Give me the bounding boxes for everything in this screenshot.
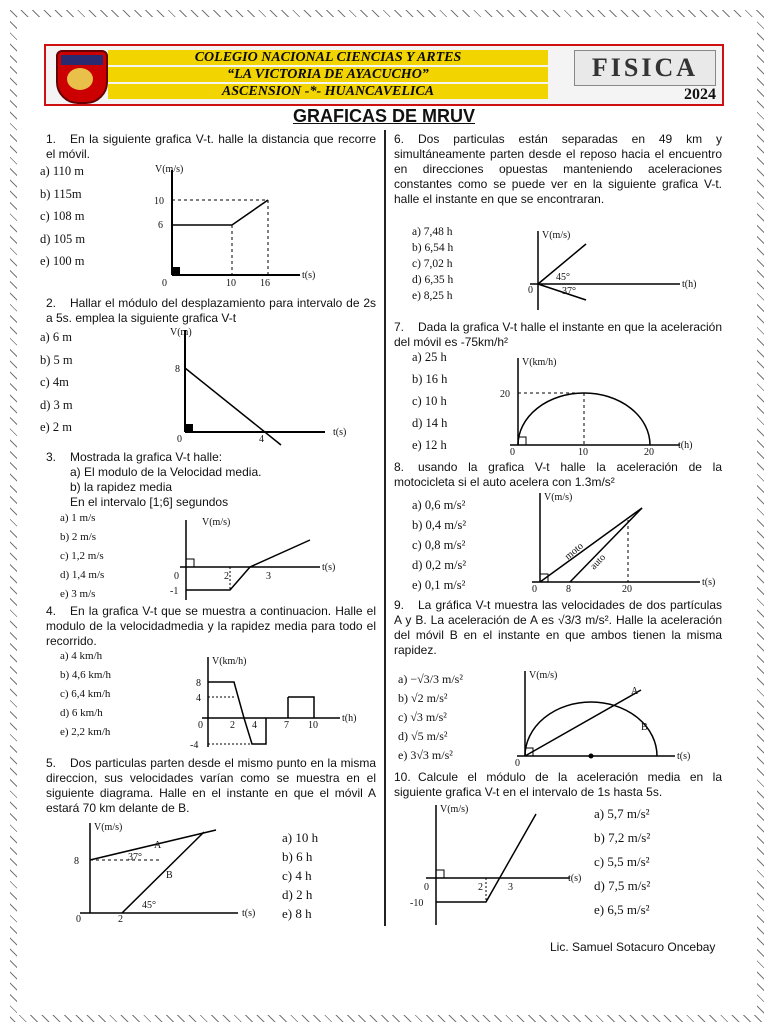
option[interactable]: c) 6,4 km/h <box>60 688 111 700</box>
tick-label: 20 <box>622 584 632 595</box>
q2-graph <box>155 325 355 445</box>
tick-label: 10 <box>578 447 588 458</box>
school-location: ASCENSION -*- HUANCAVELICA <box>108 84 548 99</box>
origin-label: 0 <box>162 278 167 289</box>
option[interactable]: d) √5 m/s² <box>398 729 448 743</box>
tick-label: 7 <box>284 720 289 731</box>
q9-graph <box>505 668 725 768</box>
axis-label-v: V(m/s) <box>94 822 123 833</box>
axis-label-v: V(m/s) <box>529 670 558 681</box>
option[interactable]: c) 0,8 m/s² <box>412 538 466 552</box>
question-number: 3. <box>46 450 57 464</box>
school-header <box>44 44 724 106</box>
question-number: 2. <box>46 296 57 310</box>
option[interactable]: d) 14 h <box>412 416 448 430</box>
q5-graph <box>70 818 270 926</box>
option[interactable]: b) 7,2 m/s² <box>594 830 651 845</box>
axis-label-t: t(h) <box>678 440 693 451</box>
q6-options <box>412 226 453 306</box>
question-number: 4. <box>46 604 57 618</box>
series-label-a: A <box>631 686 639 697</box>
option[interactable]: a) 10 h <box>282 830 319 845</box>
tick-label: 10 <box>154 196 164 207</box>
series-label-a: A <box>154 840 162 851</box>
series-label-b: B <box>166 870 173 881</box>
option[interactable]: e) 100 m <box>40 254 85 268</box>
option[interactable]: a) 1 m/s <box>60 512 96 524</box>
axis-label-t: t(s) <box>302 270 316 281</box>
fisica-logo: FISICA <box>574 50 716 86</box>
q3-options <box>60 512 104 607</box>
axis-label-t: t(s) <box>702 577 716 588</box>
q7-options <box>412 350 447 460</box>
q8-options <box>412 498 466 598</box>
option[interactable]: b) 115m <box>40 186 82 201</box>
series-label-auto: auto <box>588 552 609 573</box>
option[interactable]: e) 0,1 m/s² <box>412 578 466 592</box>
option[interactable]: a) 25 h <box>412 350 447 364</box>
option[interactable]: b) 2 m/s <box>60 531 97 543</box>
tick-label: 4 <box>259 434 264 445</box>
question-8 <box>394 460 722 490</box>
option[interactable]: c) 10 h <box>412 394 447 408</box>
tick-label: 6 <box>158 220 163 231</box>
q3-graph <box>170 515 360 605</box>
option[interactable]: d) 6,35 h <box>412 274 454 286</box>
axis-label-t: t(s) <box>677 751 691 762</box>
option[interactable]: d) 0,2 m/s² <box>412 558 467 572</box>
question-text: En la grafica V-t que se muestra a continuacion. Halle el modulo de la velocidadmedia y la rapidez media para todo el recorrido. <box>46 604 376 648</box>
question-text: En la siguiente grafica V-t. halle la distancia que recorre el móvil. <box>46 132 376 161</box>
question-text: Mostrada la grafica V-t halle: <box>70 450 223 464</box>
option[interactable]: a) 5,7 m/s² <box>594 806 650 821</box>
page-title: GRAFICAS DE MRUV <box>292 106 475 126</box>
tick-label: -1 <box>170 586 179 597</box>
option[interactable]: b) 5 m <box>40 352 73 367</box>
q9-options <box>398 672 463 767</box>
q10-graph <box>410 800 590 928</box>
angle-label: 37° <box>128 852 142 863</box>
axis-label-v: V(m/s) <box>202 517 231 528</box>
question-number: 8. <box>394 460 405 474</box>
option[interactable]: e) 3√3 m/s² <box>398 748 453 762</box>
tick-label: 3 <box>266 571 271 582</box>
tick-label: 20 <box>500 389 510 400</box>
question-10 <box>394 770 722 800</box>
q4-graph <box>190 652 370 750</box>
question-number: 9. <box>394 598 405 612</box>
origin-label: 0 <box>424 882 429 893</box>
question-text: usando la grafica V-t halle la aceleración de la motocicleta si el auto acelera con 1.3m/s² <box>394 460 722 489</box>
question-text: La gráfica V-t muestra las velocidades de dos partículas A y B. La aceleración de A es √3/3 m/s². Halle la aceleración del móvil B en el instante en que ambos tienen la misma rapidez. <box>394 598 722 657</box>
option[interactable]: e) 2,2 km/h <box>60 726 111 738</box>
q6-graph <box>510 228 710 310</box>
axis-label-v: V(m/s) <box>155 164 184 175</box>
option[interactable]: c) 4m <box>40 375 69 389</box>
tick-label: 8 <box>74 856 79 867</box>
tick-label: 4 <box>252 720 257 731</box>
question-text: Hallar el módulo del desplazamiento para intervalo de 2s a 5s. emplea la siguiente grafica V-t <box>46 296 376 325</box>
tick-label: -4 <box>190 740 199 751</box>
origin-label: 0 <box>76 914 81 925</box>
q1-options <box>40 164 85 277</box>
angle-label: 45° <box>142 900 156 911</box>
origin-label: 0 <box>177 434 182 445</box>
origin-label: 0 <box>532 584 537 595</box>
tick-label: -10 <box>410 898 424 909</box>
tick-label: 8 <box>196 678 201 689</box>
question-9 <box>394 598 722 658</box>
origin-label: 0 <box>510 447 515 458</box>
question-6 <box>394 132 722 207</box>
school-name: COLEGIO NACIONAL CIENCIAS Y ARTES <box>108 50 548 65</box>
question-4 <box>46 604 376 649</box>
q1-graph <box>140 160 320 290</box>
tick-label: 2 <box>230 720 235 731</box>
question-number: 5. <box>46 756 57 770</box>
option[interactable]: c) 4 h <box>282 868 312 883</box>
option[interactable]: d) 6 km/h <box>60 707 103 719</box>
option[interactable]: b) 6 h <box>282 849 313 864</box>
tick-label: 2 <box>224 571 229 582</box>
option[interactable]: e) 6,5 m/s² <box>594 902 650 917</box>
school-subtitle: “LA VICTORIA DE AYACUCHO” <box>108 67 548 82</box>
option[interactable]: e) 8 h <box>282 906 312 921</box>
axis-label-v: V(m/s) <box>542 230 571 241</box>
origin-label: 0 <box>198 720 203 731</box>
option[interactable]: b) 6,54 h <box>412 242 454 254</box>
option[interactable]: b) √2 m/s² <box>398 691 448 705</box>
tick-label: 4 <box>196 693 201 704</box>
axis-label-v: V(m/s) <box>440 804 469 815</box>
axis-label-v: V(km/h) <box>522 357 557 368</box>
axis-label-v: V(m/s) <box>544 492 573 503</box>
option[interactable]: a) 6 m <box>40 330 72 344</box>
option[interactable]: c) 108 m <box>40 209 85 223</box>
option[interactable]: d) 7,5 m/s² <box>594 878 651 893</box>
question-7 <box>394 320 722 350</box>
option[interactable]: c) 7,02 h <box>412 258 453 270</box>
tick-label: 8 <box>566 584 571 595</box>
option[interactable]: e) 3 m/s <box>60 588 96 600</box>
option[interactable]: c) √3 m/s² <box>398 710 447 724</box>
axis-label-v: V(km/h) <box>212 656 247 667</box>
subquestion-a: a) El modulo de la Velocidad media. <box>70 465 262 479</box>
question-text: Dos particulas parten desde el mismo punto en la misma direccion, sus velocidades varían como se muestra en el siguiente diagrama. Halle en el instante en que el móvil A estará 70 km delante de B. <box>46 756 376 815</box>
origin-label: 0 <box>528 285 533 296</box>
option[interactable]: b) 4,6 km/h <box>60 669 112 681</box>
question-text: Dada la grafica V-t halle el instante en que la aceleración del móvil es -75km/h² <box>394 320 722 349</box>
option[interactable]: e) 8,25 h <box>412 290 453 302</box>
axis-label-t: t(h) <box>342 713 357 724</box>
option[interactable]: a) 0,6 m/s² <box>412 498 466 512</box>
q2-options <box>40 330 73 443</box>
q5-options <box>282 830 318 925</box>
option[interactable]: e) 2 m <box>40 420 72 434</box>
q8-graph <box>510 490 730 595</box>
tick-label: 2 <box>118 914 123 925</box>
author-signature: Lic. Samuel Sotacuro Oncebay <box>550 940 716 954</box>
question-text: Calcule el módulo de la aceleración media en la siguiente grafica V-t en el intervalo de 1s hasta 5s. <box>394 770 722 799</box>
option[interactable]: d) 3 m <box>40 397 73 412</box>
option[interactable]: a) 110 m <box>40 164 84 178</box>
option[interactable]: b) 16 h <box>412 372 448 386</box>
q4-options <box>60 650 111 745</box>
year: 2024 <box>684 86 716 103</box>
tick-label: 20 <box>644 447 654 458</box>
question-number: 1. <box>46 132 57 146</box>
q7-graph <box>490 355 720 458</box>
column-divider <box>384 130 386 926</box>
question-1 <box>46 132 376 162</box>
axis-label-t: t(s) <box>242 908 256 919</box>
option[interactable]: d) 2 h <box>282 887 313 902</box>
question-5 <box>46 756 376 816</box>
question-number: 6. <box>394 132 405 146</box>
question-number: 10. <box>394 770 411 784</box>
tick-label: 8 <box>175 364 180 375</box>
axis-label-v: V(m) <box>170 327 192 338</box>
tick-label: 2 <box>478 882 483 893</box>
axis-label-t: t(s) <box>568 873 582 884</box>
series-label-moto: moto <box>562 540 586 563</box>
question-text: Dos particulas están separadas en 49 km y simultáneamente parten desde el reposo hacia el encuentro en direcciones opuestas manteniendo aceleraciones constantes como se puede ver en la siguiente grafica V-t. halle el instante en que se encontraran. <box>394 132 722 206</box>
option[interactable]: d) 1,4 m/s <box>60 569 105 581</box>
school-crest-icon <box>56 50 108 104</box>
option[interactable]: e) 12 h <box>412 438 447 452</box>
q10-options <box>594 806 650 926</box>
option[interactable]: c) 5,5 m/s² <box>594 854 650 869</box>
angle-label: 45° <box>556 272 570 283</box>
option[interactable]: a) 4 km/h <box>60 650 103 662</box>
origin-label: 0 <box>174 571 179 582</box>
origin-label: 0 <box>515 758 520 769</box>
interval-text: En el intervalo [1;6] segundos <box>70 495 229 509</box>
axis-label-t: t(s) <box>322 562 336 573</box>
axis-label-t: t(s) <box>333 427 347 438</box>
tick-label: 16 <box>260 278 270 289</box>
angle-label: 37° <box>562 286 576 297</box>
question-3 <box>46 450 376 510</box>
axis-label-t: t(h) <box>682 279 697 290</box>
series-label-b: B <box>641 722 648 733</box>
question-number: 7. <box>394 320 405 334</box>
question-2 <box>46 296 376 326</box>
tick-label: 10 <box>226 278 236 289</box>
subquestion-b: b) la rapidez media <box>70 480 173 494</box>
option[interactable]: c) 1,2 m/s <box>60 550 104 562</box>
tick-label: 3 <box>508 882 513 893</box>
option[interactable]: a) 7,48 h <box>412 226 453 238</box>
option[interactable]: b) 0,4 m/s² <box>412 518 467 532</box>
option[interactable]: d) 105 m <box>40 231 86 246</box>
option[interactable]: a) −√3/3 m/s² <box>398 672 463 686</box>
tick-label: 10 <box>308 720 318 731</box>
